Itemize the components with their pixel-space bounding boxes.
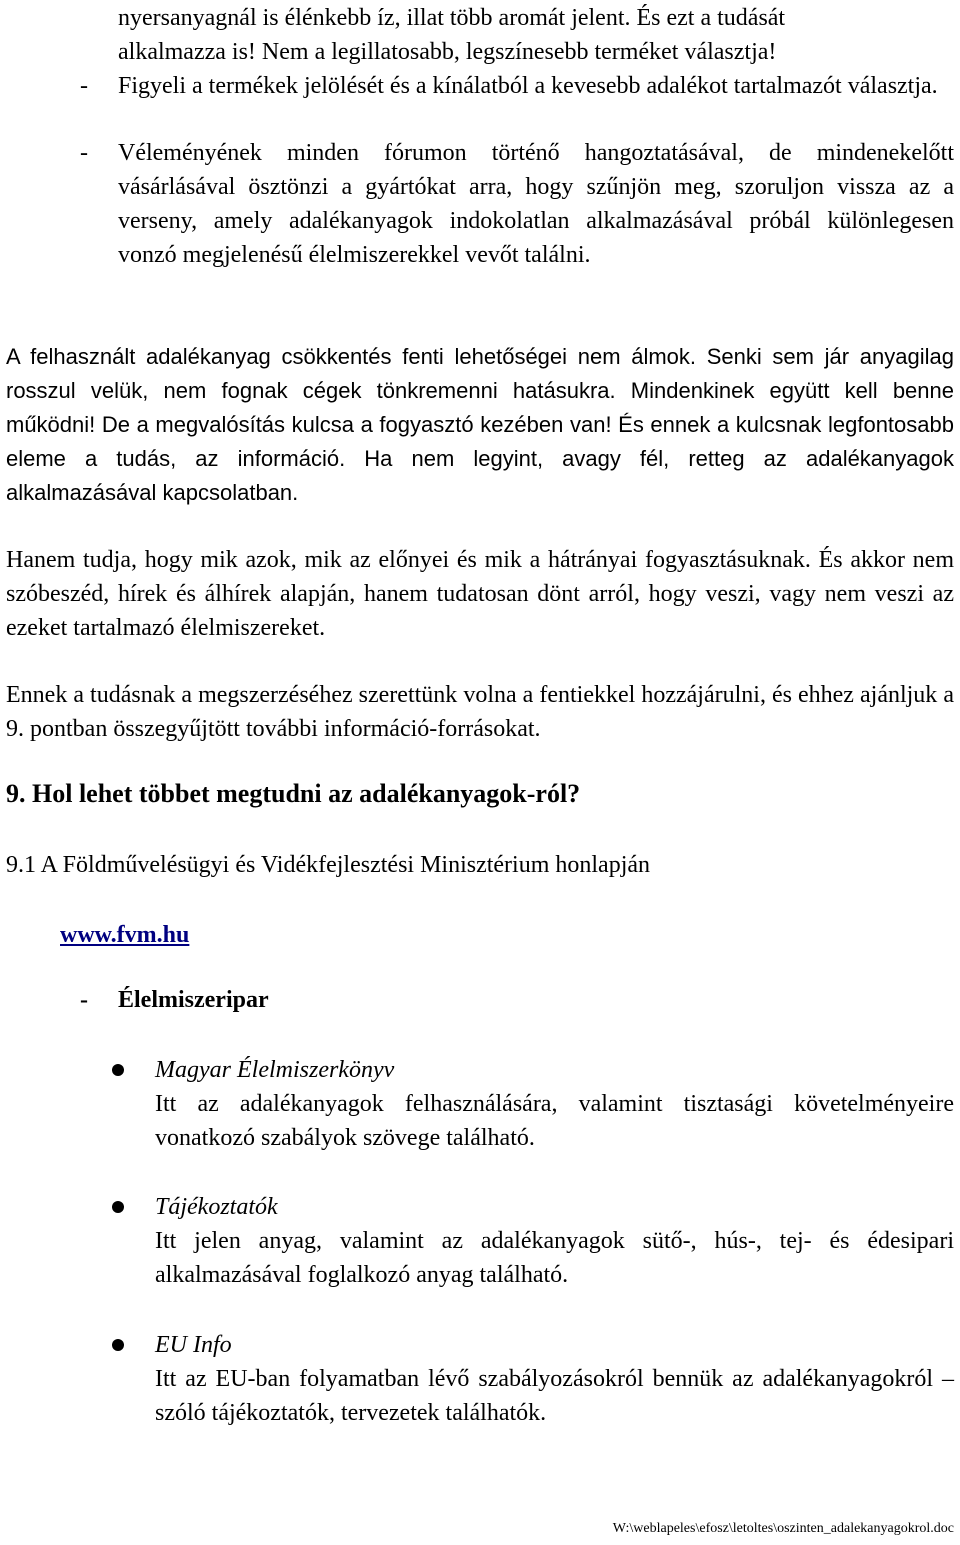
bullet-title: EU Info <box>155 1332 232 1358</box>
section-heading: 9. Hol lehet többet megtudni az adalékanyagok-ról? <box>6 779 581 808</box>
paragraph-main: A felhasznált adalékanyag csökkentés fenti lehetőségei nem álmok. Senki sem jár anyagilag rosszul velük, nem fognak cégek tönkremenni hatásukra. Mindenkinek együtt kell benne működni! De a megvalósítás kulcsa a fogyasztó kezében van! És ennek a kulcsnak legfontosabb eleme a tudás, az információ. Ha nem legyint, avagy fél, retteg az adalékanyagok alkalmazásával kapcsolatban. <box>6 344 954 505</box>
bullet-title: Magyar Élelmiszerkönyv <box>155 1057 395 1083</box>
paragraph-2: Hanem tudja, hogy mik azok, mik az előnyei és mik a hátrányai fogyasztásuknak. És akkor nem szóbeszéd, hírek és álhírek alapján, hanem tudatosan dönt arról, hogy veszi, vagy nem veszi az ezeket tartalmazó élelmiszereket. <box>6 547 954 641</box>
bullet-desc: Itt az adalékanyagok felhasználására, valamint tisztasági követelményeire vonatkozó szabályok szövege található. <box>155 1091 954 1151</box>
continuation-text-2: alkalmazza is! Nem a legillatosabb, legszínesebb terméket választja! <box>118 39 777 65</box>
fvm-link[interactable]: www.fvm.hu <box>60 922 190 948</box>
bullet-title: Tájékoztatók <box>155 1194 278 1220</box>
bullet-icon <box>112 1339 124 1351</box>
bullet-desc: Itt jelen anyag, valamint az adalékanyagok sütő-, hús-, tej- és édesipari alkalmazásával foglalkozó anyag található. <box>155 1228 954 1288</box>
bullet-icon <box>112 1064 124 1076</box>
bullet-icon <box>112 1201 124 1213</box>
dash-item-text: Figyeli a termékek jelölését és a kínálatból a kevesebb adalékot tartalmazót választja. <box>118 73 938 99</box>
continuation-line-2 <box>118 35 954 69</box>
dash-marker: - <box>80 73 88 99</box>
category-dash: - <box>80 987 88 1013</box>
subsection-heading: 9.1 A Földművelésügyi és Vidékfejlesztési Minisztérium honlapján <box>6 852 651 878</box>
dash-item-text: Véleményének minden fórumon történő hangoztatásával, de mindenekelőtt vásárlásával ösztönzi a gyártókat arra, hogy szűnjön meg, szoruljon vissza az a verseny, amely adalékanyagok indokolatlan alkalmazásával próbál különlegesen vonzó megjelenésű élelmiszerekkel vevőt találni. <box>118 140 954 268</box>
bullet-desc: Itt az EU-ban folyamatban lévő szabályozásokról bennük az adalékanyagokról – szóló tájékoztatók, tervezetek találhatók. <box>155 1366 954 1426</box>
footer-file-path: W:\weblapeles\efosz\letoltes\oszinten_adalekanyagokrol.doc <box>612 1521 954 1536</box>
category-label: Élelmiszeripar <box>118 987 269 1013</box>
continuation-line-1 <box>118 1 954 35</box>
dash-marker: - <box>80 140 88 166</box>
paragraph-3: Ennek a tudásnak a megszerzéséhez szerettünk volna a fentiekkel hozzájárulni, és ehhez ajánljuk a 9. pontban összegyűjtött további információ-forrásokat. <box>6 682 954 742</box>
continuation-text-1: nyersanyagnál is élénkebb íz, illat több aromát jelent. És ezt a tudását <box>118 5 786 31</box>
